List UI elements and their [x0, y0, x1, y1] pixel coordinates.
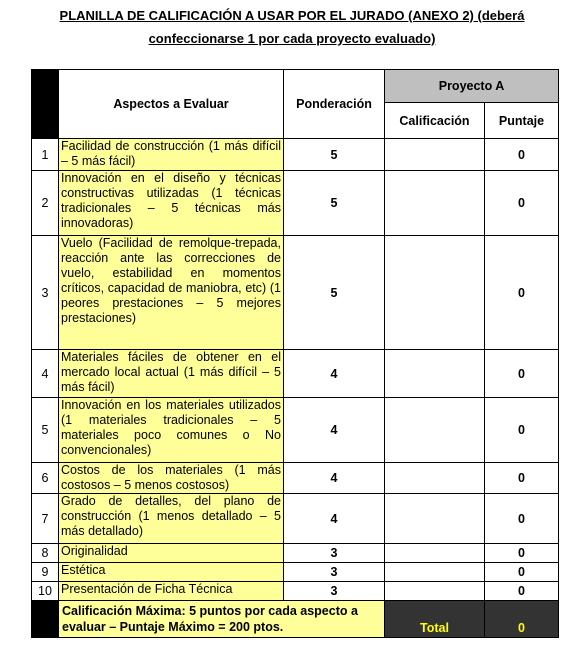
row-calificacion[interactable] — [385, 350, 485, 398]
document-title-line1: PLANILLA DE CALIFICACIÓN A USAR POR EL JURADO (ANEXO 2) (deberá — [59, 8, 525, 23]
row-puntaje: 0 — [485, 563, 559, 582]
row-puntaje: 0 — [485, 139, 559, 171]
table-body — [32, 139, 559, 601]
row-aspect: Costos de los materiales (1 más costosos – 5 menos costosos) — [59, 463, 284, 494]
row-calificacion[interactable] — [385, 139, 485, 171]
row-aspect: Grado de detalles, del plano de construcción (1 menos detallado – 5 más detallado) — [59, 494, 284, 544]
header-puntaje: Puntaje — [485, 103, 559, 139]
table-row — [32, 350, 559, 398]
row-ponderacion: 4 — [284, 398, 385, 463]
header-proyecto: Proyecto A — [385, 70, 559, 103]
row-number: 9 — [32, 563, 59, 582]
row-ponderacion: 4 — [284, 350, 385, 398]
row-puntaje: 0 — [485, 463, 559, 494]
table-row — [32, 463, 559, 494]
grading-table — [31, 69, 559, 638]
row-aspect: Facilidad de construcción (1 más difícil – 5 más fácil) — [59, 139, 284, 171]
table-row — [32, 236, 559, 350]
row-ponderacion: 3 — [284, 544, 385, 563]
total-label: Total — [385, 601, 485, 638]
row-ponderacion: 3 — [284, 563, 385, 582]
row-ponderacion: 5 — [284, 171, 385, 236]
row-number: 7 — [32, 494, 59, 544]
row-aspect: Estética — [59, 563, 284, 582]
row-number: 10 — [32, 582, 59, 601]
header-calificacion: Calificación — [385, 103, 485, 139]
row-number: 4 — [32, 350, 59, 398]
row-calificacion[interactable] — [385, 582, 485, 601]
row-aspect: Materiales fáciles de obtener en el mercado local actual (1 más difícil – 5 más fácil) — [59, 350, 284, 398]
row-ponderacion: 5 — [284, 236, 385, 350]
row-calificacion[interactable] — [385, 494, 485, 544]
row-puntaje: 0 — [485, 398, 559, 463]
row-aspect: Innovación en el diseño y técnicas constructivas utilizadas (1 técnicas tradicionales – 5 técnicas más innovadoras) — [59, 171, 284, 236]
table-row — [32, 398, 559, 463]
row-number: 5 — [32, 398, 59, 463]
row-ponderacion: 3 — [284, 582, 385, 601]
row-puntaje: 0 — [485, 494, 559, 544]
footer-corner — [32, 601, 59, 638]
table-row — [32, 171, 559, 236]
table-row — [32, 544, 559, 563]
row-puntaje: 0 — [485, 544, 559, 563]
row-calificacion[interactable] — [385, 236, 485, 350]
row-aspect: Presentación de Ficha Técnica — [59, 582, 284, 601]
table-row — [32, 139, 559, 171]
row-puntaje: 0 — [485, 236, 559, 350]
row-number: 6 — [32, 463, 59, 494]
row-number: 8 — [32, 544, 59, 563]
row-calificacion[interactable] — [385, 398, 485, 463]
table-row — [32, 494, 559, 544]
row-puntaje: 0 — [485, 582, 559, 601]
row-number: 3 — [32, 236, 59, 350]
table-row — [32, 563, 559, 582]
document-title-line2: confeccionarse 1 por cada proyecto evaluado) — [148, 31, 436, 46]
row-aspect: Originalidad — [59, 544, 284, 563]
row-puntaje: 0 — [485, 171, 559, 236]
row-calificacion[interactable] — [385, 563, 485, 582]
table-row — [32, 582, 559, 601]
row-number: 2 — [32, 171, 59, 236]
row-puntaje: 0 — [485, 350, 559, 398]
header-corner — [32, 70, 59, 139]
row-calificacion[interactable] — [385, 171, 485, 236]
row-calificacion[interactable] — [385, 544, 485, 563]
row-ponderacion: 4 — [284, 494, 385, 544]
table-footer — [32, 601, 559, 638]
header-ponderacion: Ponderación — [284, 70, 385, 139]
row-aspect: Innovación en los materiales utilizados (1 materiales tradicionales – 5 materiales poco comunes o No convencionales) — [59, 398, 284, 463]
row-number: 1 — [32, 139, 59, 171]
row-ponderacion: 4 — [284, 463, 385, 494]
header-aspectos: Aspectos a Evaluar — [59, 70, 284, 139]
footer-note: Calificación Máxima: 5 puntos por cada aspecto a evaluar – Puntaje Máximo = 200 ptos. — [59, 601, 385, 638]
row-calificacion[interactable] — [385, 463, 485, 494]
row-aspect: Vuelo (Facilidad de remolque-trepada, reacción ante las correcciones de vuelo, estabilidad en momentos críticos, capacidad de maniobra, etc) (1 peores prestaciones – 5 mejores prestaciones) — [59, 236, 284, 350]
total-value: 0 — [485, 601, 559, 638]
row-ponderacion: 5 — [284, 139, 385, 171]
